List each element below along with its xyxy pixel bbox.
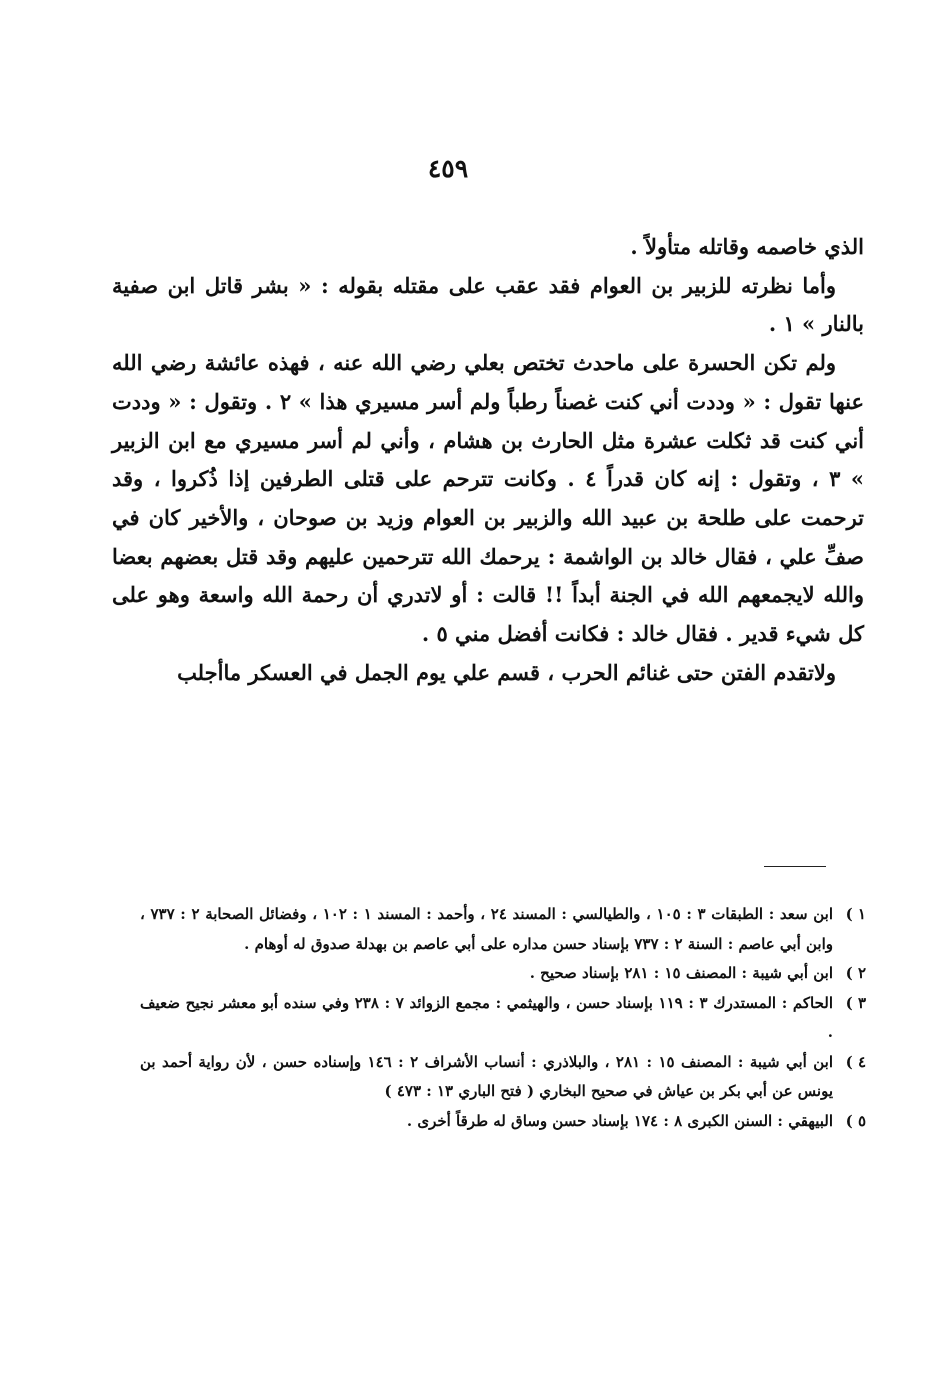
footnote-text: ابن أبي شيبة : المصنف ١٥ : ٢٨١ بإسناد صحيح . bbox=[529, 964, 833, 982]
footnote-text: البيهقي : السنن الكبرى ٨ : ١٧٤ بإسناد حسن وساق له طرقاً أخرى . bbox=[406, 1111, 833, 1130]
footnote bbox=[140, 1107, 866, 1137]
footnotes bbox=[140, 900, 866, 1136]
footnote-number: ٥ ) bbox=[845, 1111, 866, 1130]
paragraph: ولم تكن الحسرة على ماحدث تختص بعلي رضي الله عنه ، فهذه عائشة رضي الله عنها تقول : « وددت أني كنت غصناً رطباً ولم أسر مسيري هذا » ٢ . وتقول : « وددت أني كنت قد ثكلت عشرة مثل الحارث بن هشام ، وأني لم أسر مسيري مع ابن الزبير » ٣ ، وتقول : إنه كان قدراً ٤ . وكانت تترحم على قتلى الطرفين إذا ذُكروا ، وقد ترحمت على طلحة بن عبيد الله والزبير بن العوام وزيد بن صوحان ، والأخير كان في صفِّ علي ، فقال خالد بن الواشمة : يرحمك الله تترحمين عليهم وقد قتل بعضهم بعضا والله لايجمعهم الله في الجنة أبداً !! قالت : أو لاتدري أن رحمة الله واسعة وهو على كل شيء قدير . فقال خالد : فكانت أفضل مني ٥ . bbox=[112, 350, 865, 647]
footnote-number: ٤ ) bbox=[845, 1052, 866, 1071]
footnote-number: ١ ) bbox=[845, 905, 866, 923]
paragraph: ولاتقدم الفتن حتى غنائم الحرب ، قسم علي يوم الجمل في العسكر ماأجلب bbox=[177, 659, 836, 685]
paragraph: وأما نظرته للزبير بن العوام فقد عقب على مقتله بقوله : « بشر قاتل ابن صفية بالنار » ١ . bbox=[112, 272, 864, 337]
footnote bbox=[140, 989, 866, 1048]
main-text bbox=[112, 228, 864, 692]
footnote-divider bbox=[764, 866, 826, 867]
footnote bbox=[140, 959, 866, 989]
footnote-text: ابن سعد : الطبقات ٣ : ١٠٥ ، والطيالسي : المسند ٢٤ ، وأحمد : المسند ١ : ١٠٢ ، وفضائل الصحابة ٢ : ٧٣٧ ، وابن أبي عاصم : السنة ٢ : ٧٣٧ بإسناد حسن مداره على أبي عاصم بن بهدلة صدوق له أوهام . bbox=[140, 905, 833, 953]
page-number: ٤٥٩ bbox=[427, 154, 469, 183]
paragraph: الذي خاصمه وقاتله متأولاً . bbox=[630, 234, 864, 259]
footnote bbox=[140, 900, 866, 959]
footnote-text: ابن أبي شيبة : المصنف ١٥ : ٢٨١ ، والبلاذري : أنساب الأشراف ٢ : ١٤٦ وإسناده حسن ، لأن رواية أحمد بن يونس عن أبي بكر بن عياش في صحيح البخاري ( فتح الباري ١٣ : ٤٧٣ ) bbox=[140, 1052, 833, 1100]
footnote-number: ٣ ) bbox=[845, 993, 867, 1012]
footnote bbox=[140, 1048, 866, 1107]
footnote-text: الحاكم : المستدرك ٣ : ١١٩ بإسناد حسن ، والهيثمي : مجمع الزوائد ٧ : ٢٣٨ وفي سنده أبو معشر نجيح ضعيف . bbox=[140, 993, 834, 1041]
footnote-number: ٢ ) bbox=[845, 964, 866, 982]
